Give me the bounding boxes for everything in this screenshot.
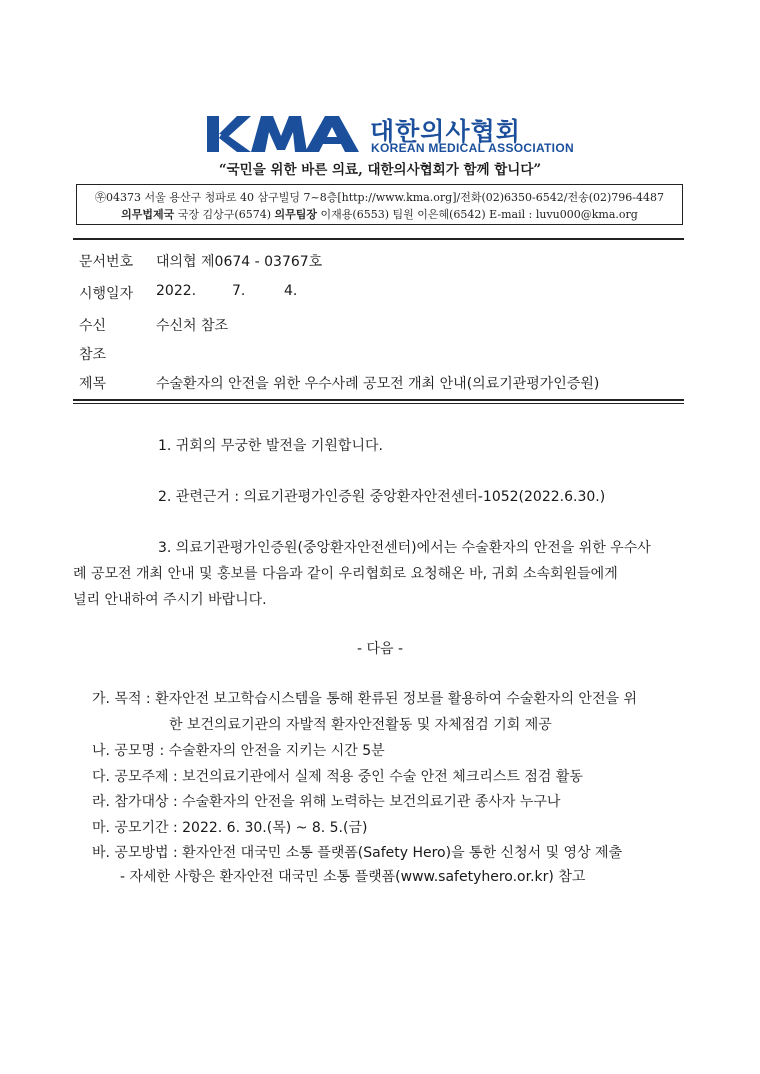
subject-value: 수술환자의 안전을 위한 우수사례 공모전 개최 안내(의료기관평가인증원)	[156, 376, 600, 392]
paragraph-2: 2. 관련근거 : 의료기관평가인증원 중앙환자안전센터-1052(2022.6.30.)	[158, 489, 606, 505]
item-method-note: - 자세한 사항은 환자안전 대국민 소통 플랫폼(www.safetyhero.or.kr) 참고	[120, 869, 586, 885]
item-participants: 라. 참가대상 : 수술환자의 안전을 위해 노력하는 보건의료기관 종사자 누구나	[92, 794, 561, 810]
date-label: 시행일자	[79, 286, 134, 302]
dept-label: 의무법제국	[121, 208, 175, 221]
paragraph-3-line-1: 3. 의료기관평가인증원(중앙환자안전센터)에서는 수술환자의 안전을 위한 우수사	[158, 540, 651, 556]
meta-rule-thick	[73, 399, 684, 401]
item-contest-name: 나. 공모명 : 수술환자의 안전을 지키는 시간 5분	[92, 743, 385, 759]
header-rule	[73, 238, 684, 240]
team-people: 이재용(6553) 팀원 이은혜(6542) E-mail : luvu000@kma.org	[317, 208, 638, 221]
to-label: 수신	[79, 318, 107, 334]
contact-staff	[77, 206, 682, 222]
ref-label: 참조	[79, 347, 107, 363]
date-value: 2022. 7. 4.	[156, 283, 298, 299]
meta-rule-thin	[73, 403, 684, 404]
org-name-korean: 대한의사협회	[370, 117, 521, 146]
contact-address: ㉾04373 서울 용산구 청파로 40 삼구빌딩 7~8층[http://www.kma.org]/전화(02)6350-6542/전송(02)796-4487	[95, 191, 664, 204]
doc-no-label: 문서번호	[79, 254, 134, 270]
slogan: “국민을 위한 바른 의료, 대한의사협회가 함께 합니다”	[218, 162, 542, 178]
item-period: 마. 공모기간 : 2022. 6. 30.(목) ~ 8. 5.(금)	[92, 820, 368, 836]
paragraph-1: 1. 귀회의 무궁한 발전을 기원합니다.	[158, 438, 383, 454]
contact-box	[76, 184, 683, 225]
doc-no-value: 대의협 제0674 - 03767호	[156, 254, 323, 270]
paragraph-3-line-3: 널리 안내하여 주시기 바랍니다.	[73, 592, 267, 608]
subject-label: 제목	[79, 376, 107, 392]
section-divider: - 다음 -	[356, 641, 404, 657]
item-contest-topic: 다. 공모주제 : 보건의료기관에서 실제 적용 중인 수술 안전 체크리스트 점검 활동	[92, 769, 583, 785]
item-method: 바. 공모방법 : 환자안전 대국민 소통 플랫폼(Safety Hero)을 통한 신청서 및 영상 제출	[92, 845, 623, 861]
org-name-english: KOREAN MEDICAL ASSOCIATION	[371, 141, 574, 155]
kma-logo-icon	[207, 114, 362, 154]
item-purpose: 가. 목적 : 환자안전 보고학습시스템을 통해 환류된 정보를 활용하여 수술환자의 안전을 위	[92, 691, 637, 707]
to-value: 수신처 참조	[156, 318, 229, 334]
dept-people: 국장 김상구(6574)	[174, 208, 275, 221]
paragraph-3-line-2: 례 공모전 개최 안내 및 홍보를 다음과 같이 우리협회로 요청해온 바, 귀회 소속회원들에게	[73, 566, 618, 582]
team-label: 의무팀장	[274, 208, 318, 221]
item-purpose-cont: 한 보건의료기관의 자발적 환자안전활동 및 자체점검 기회 제공	[169, 717, 552, 733]
